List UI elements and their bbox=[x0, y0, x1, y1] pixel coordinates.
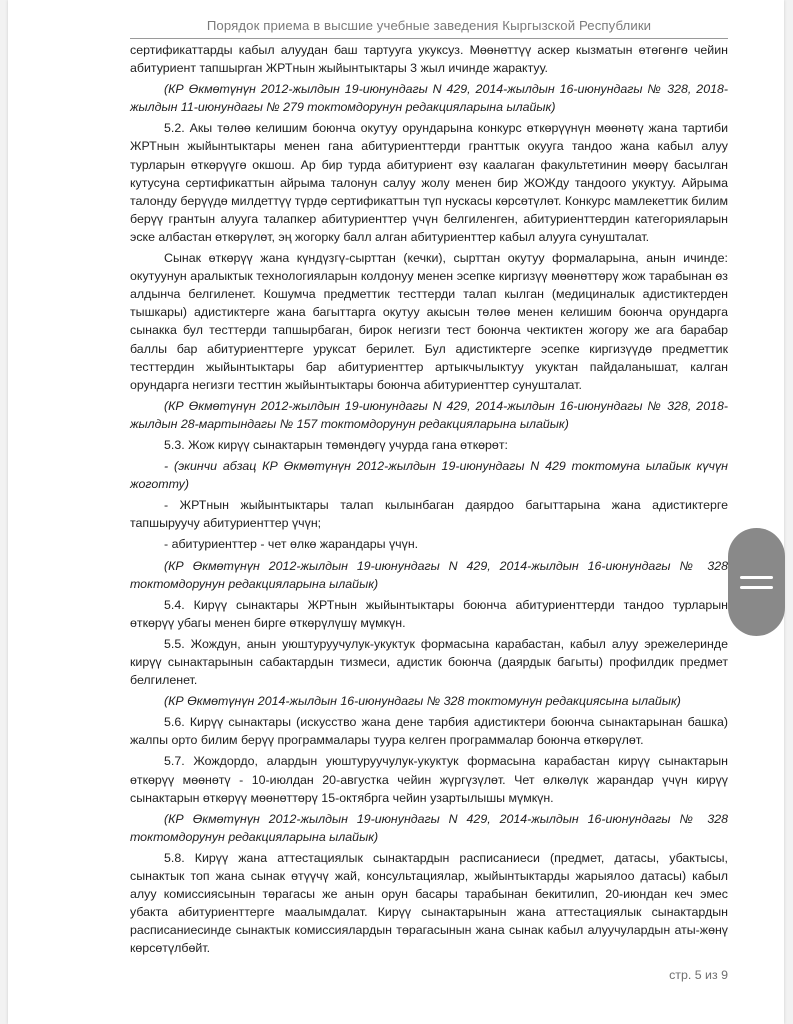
paragraph-5-8: 5.8. Кирүү жана аттестациялык сынактардын расписаниеси (предмет, датасы, убактысы, сынактык топ жана сынак өтүүчү жай, консультациялар, жыйынтыктарды жарыялоо датасы) кабыл алуу комиссиясынын төрагасы же анын орун басары тарабынан бекитилип, 20-июндан кеч эмес убакта абитуриенттерге маалымдалат. Кирүү сынактарынын жана аттестациялык сынактардын расписаниесинде сынактык комиссиялардын төрагасынын жана сынак кабыл алуучулардын аты-жөнү көрсөтүлбөйт. bbox=[130, 850, 728, 956]
list-item: - абитуриенттер - чет өлкө жарандары үчүн. bbox=[164, 537, 419, 552]
page-header: Порядок приема в высшие учебные заведения Кыргызской Республики bbox=[130, 16, 728, 39]
legal-note: (КР Өкмөтүнүн 2012-жылдын 19-июнундагы N 429, 2014-жылдын 16-июнундагы № 328, 2018-жылдын 28-мартындагы № 157 токтомдорунун редакцияларына ылайык) bbox=[130, 398, 728, 431]
paragraph-exam-procedure: Сынак өткөрүү жана күндүзгү-сырттан (кечки), сырттан окутуу формаларына, анын ичинде: окутуунун аралыктык технологияларын колдонуу менен эсепке киргизүү мөөнөттөрү жож тарабынан өз алдынча белгиленет. Кошумча предметтик тесттерди талап кылган (медициналык адистиктерден тышкары) адистиктерге жана багыттарга окутуу акысын төлөө менен келишим боюнча орундарга сынакка бул тесттерди тапшырбаган, бирок негизги тест боюнча чектиктен жогору же ага барабар баллы бар абитуриенттерге уруксат берилет. Бул адистиктерге эсепке киргизүүдө предметтик тесттердин жыйынтыктары бар абитуриенттер артыкчылыктуу укуктан пайдаланышат, калган орундарга негизги тесттин жыйынтыктары боюнча абитуриенттер сунушталат. bbox=[130, 251, 728, 392]
drag-handle-icon bbox=[740, 576, 773, 579]
drag-handle-icon bbox=[740, 586, 773, 589]
list-item: - ЖРТнын жыйынтыктары талап кылынбаган даярдоо багыттарына жана адистиктерге тапшыруучу абитуриенттер үчүн; bbox=[130, 498, 728, 531]
paragraph-5-4: 5.4. Кирүү сынактары ЖРТнын жыйынтыктары боюнча абитуриенттерди тандоо турларын өткөрүү убагы менен бирге өткөрүлүшү мүмкүн. bbox=[130, 597, 728, 630]
paragraph-5-6: 5.6. Кирүү сынактары (искусство жана дене тарбия адистиктери боюнча сынактарынан башка) жалпы орто билим берүү программалары туура келген программалар боюнча өткөрүлөт. bbox=[130, 715, 728, 748]
legal-note: (КР Өкмөтүнүн 2014-жылдын 16-июнундагы № 328 токтомунун редакциясына ылайык) bbox=[164, 694, 681, 709]
paragraph-continuation: сертификаттарды кабыл алуудан баш тартууга укуксуз. Мөөнөттүү аскер кызматын өтөгөнгө чейин абитуриент тапшырган ЖРТнын жыйынтыктары 3 жыл ичинде жарактуу. bbox=[130, 43, 728, 76]
paragraph-5-2: 5.2. Акы төлөө келишим боюнча окутуу орундарына конкурс өткөрүүнүн мөөнөтү жана тартиби ЖРТнын жыйынтыктары менен гана абитуриенттерди гранттык окууга тандоо жана кабыл алуу турларын өткөрүүгө окшош. Ар бир турда абитуриент өзү каалаган факультетинин мөөрү басылган кутусуна сертификаттын айрыма талонун салуу жолу менен бир ЖОЖду тандоого укуктуу. Айрыма талонду берүүдө милдеттүү түрдө сертификаттын түп нускасы көрсөтүлөт. Конкурс мамлекеттик билим берүү грантын алууга талапкер абитуриенттер үчүн белгиленген, абитуриенттердин категорияларын эске албастан өткөрүлөт, эң жогорку балл алган абитуриенттер кабыл алууга сунушталат. bbox=[130, 121, 728, 244]
legal-note: (КР Өкмөтүнүн 2012-жылдын 19-июнундагы N 429, 2014-жылдын 16-июнундагы № 328, 2018-жылдын 11-июнундагы № 279 токтомдорунун редакцияларына ылайык) bbox=[130, 82, 728, 115]
document-page bbox=[8, 0, 784, 1024]
paragraph-5-7: 5.7. Жождордо, алардын уюштуруучулук-укуктук формасына карабастан кирүү сынактарын өткөрүү мөөнөтү - 10-июлдан 20-августка чейин жүргүзүлөт. Чет өлкөлүк жарандар үчүн кирүү сынактарын өткөрүү мөөнөттөрү 15-октябрга чейин узартылышы мүмкүн. bbox=[130, 754, 728, 805]
scroll-handle[interactable] bbox=[728, 528, 785, 636]
legal-note: - (экинчи абзац КР Өкмөтүнүн 2012-жылдын 19-июнундагы N 429 токтомуна ылайык күчүн жоготту) bbox=[130, 459, 728, 492]
page-number: стр. 5 из 9 bbox=[669, 968, 728, 982]
paragraph-5-5: 5.5. Жождун, анын уюштуруучулук-укуктук формасына карабастан, кабыл алуу эрежелеринде кирүү сынактарынын сабактардын тизмеси, адистик боюнча (даярдык багыты) профилдик предмет белгиленет. bbox=[130, 636, 728, 688]
document-body bbox=[130, 41, 728, 958]
paragraph-5-3: 5.3. Жож кирүү сынактарын төмөндөгү учурда гана өткөрөт: bbox=[164, 437, 508, 452]
legal-note: (КР Өкмөтүнүн 2012-жылдын 19-июнундагы N 429, 2014-жылдын 16-июнундагы № 328 токтомдорунун редакцияларына ылайык) bbox=[130, 811, 728, 844]
legal-note: (КР Өкмөтүнүн 2012-жылдын 19-июнундагы N 429, 2014-жылдын 16-июнундагы № 328 токтомдорунун редакцияларына ылайык) bbox=[130, 558, 728, 591]
